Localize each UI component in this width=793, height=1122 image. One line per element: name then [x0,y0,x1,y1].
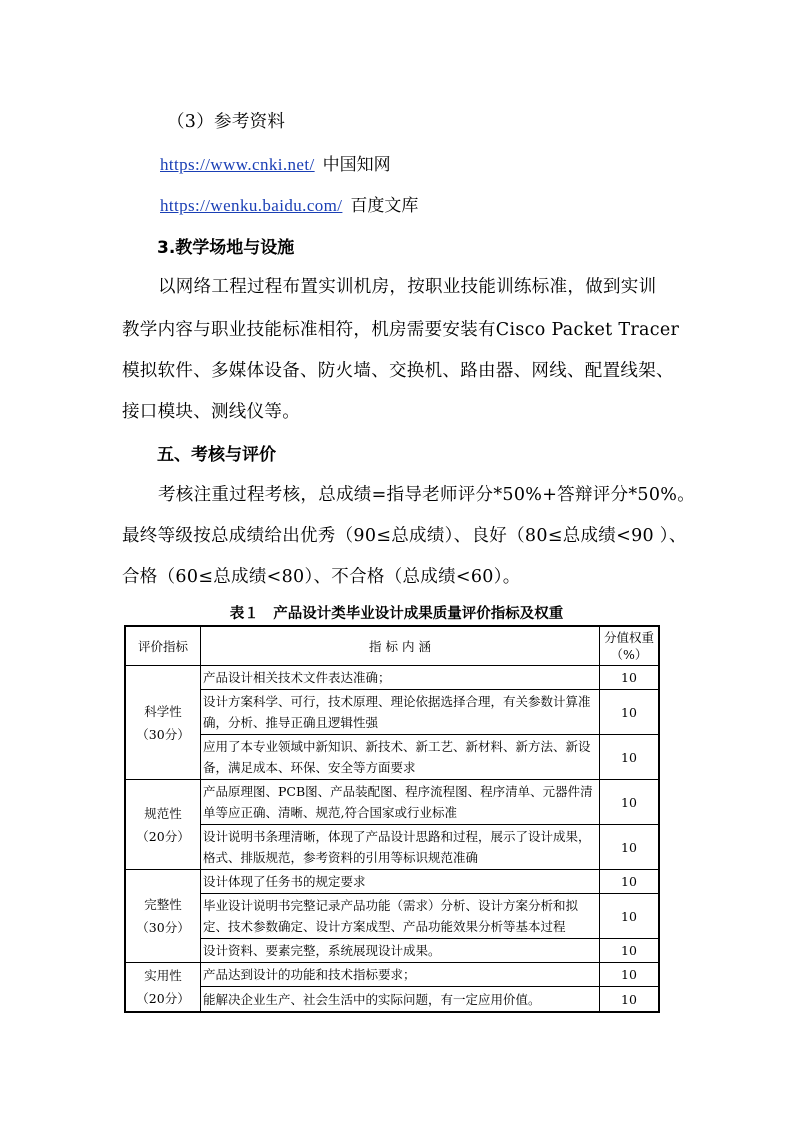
section5-line-1: 考核注重过程考核，总成绩=指导老师评分*50%+答辩评分*50%。 [158,485,696,505]
baidu-wenku-link[interactable]: https://wenku.baidu.com/ [160,196,343,215]
table-row [125,870,659,894]
category-score: （30分） [136,920,190,935]
table-row [125,825,659,870]
category-name: 规范性 [144,805,182,821]
section3-line-2: 教学内容与职业技能标准相符，机房需要安装有Cisco Packet Tracer [122,320,680,340]
reference-item-baidu [160,191,418,216]
indicator-text: 产品达到设计的功能和技术指标要求； [201,963,600,987]
category-name: 实用性 [144,968,182,983]
table-row [125,894,659,939]
header-weight [600,626,660,666]
weight-value: 10 [600,894,660,939]
weight-value: 10 [600,666,660,690]
weight-value: 10 [600,939,660,963]
weight-value: 10 [600,825,660,870]
table-row [125,780,659,825]
category-score: （20分） [136,991,190,1006]
category-name: 科学性 [144,703,182,719]
table-row [125,666,659,690]
indicator-text: 应用了本专业领域中新知识、新技术、新工艺、新材料、新方法、新设备，满足成本、环保、安全等方面要求 [201,735,600,780]
header-weight-unit: （%） [610,647,648,662]
indicator-text: 设计资料、要素完整，系统展现设计成果。 [201,939,600,963]
table-row [125,735,659,780]
indicator-text: 设计体现了任务书的规定要求 [201,870,600,894]
weight-value: 10 [600,780,660,825]
indicator-text: 设计说明书条理清晰，体现了产品设计思路和过程，展示了设计成果，格式、排版规范，参考资料的引用等标识规范准确 [201,825,600,870]
table-row [125,987,659,1012]
indicator-text: 设计方案科学、可行，技术原理、理论依据选择合理，有关参数计算准确，分析、推导正确且逻辑性强 [201,690,600,735]
category-cell [125,963,201,1013]
weight-value: 10 [600,735,660,780]
table-caption: 表１ 产品设计类毕业设计成果质量评价指标及权重 [229,606,564,622]
section5-line-3: 合格（60≤总成绩<80）、不合格（总成绩<60）。 [122,567,521,587]
header-indicator: 评价指标 [125,626,201,666]
table-row [125,690,659,735]
category-cell [125,666,201,780]
category-name: 完整性 [144,897,182,912]
section5-heading: 五、考核与评价 [157,445,276,465]
reference-item-cnki [160,150,391,175]
category-cell [125,870,201,963]
cnki-link[interactable]: https://www.cnki.net/ [160,155,315,174]
table-row [125,939,659,963]
table-row [125,963,659,987]
weight-value: 10 [600,870,660,894]
indicator-text: 产品原理图、PCB图、产品装配图、程序流程图、程序清单、元器件清单等应正确、清晰、规范,符合国家或行业标准 [201,780,600,825]
section5-line-2: 最终等级按总成绩给出优秀（90≤总成绩）、良好（80≤总成绩<90 ）、 [122,526,687,546]
reference-heading: （3）参考资料 [167,112,286,132]
indicator-text: 能解决企业生产、社会生活中的实际问题，有一定应用价值。 [201,987,600,1012]
evaluation-table [124,625,660,1013]
section3-line-1: 以网络工程过程布置实训机房，按职业技能训练标准，做到实训 [158,277,657,297]
category-score: （30分） [136,726,190,742]
baidu-wenku-label: 百度文库 [350,196,419,216]
header-weight-line1: 分值权重 [603,630,654,645]
section3-line-3: 模拟软件、多媒体设备、防火墙、交换机、路由器、网线、配置线架、 [122,361,674,381]
header-content: 指 标 内 涵 [201,626,600,666]
weight-value: 10 [600,690,660,735]
table-header-row [125,626,659,666]
weight-value: 10 [600,987,660,1012]
category-cell [125,780,201,870]
section3-heading: 3.教学场地与设施 [157,238,295,258]
category-score: （20分） [136,828,190,844]
indicator-text: 毕业设计说明书完整记录产品功能（需求）分析、设计方案分析和拟定、技术参数确定、设计方案成型、产品功能效果分析等基本过程 [201,894,600,939]
indicator-text: 产品设计相关技术文件表达准确； [201,666,600,690]
section3-line-4: 接口模块、测线仪等。 [122,402,300,422]
weight-value: 10 [600,963,660,987]
cnki-label: 中国知网 [322,155,391,175]
